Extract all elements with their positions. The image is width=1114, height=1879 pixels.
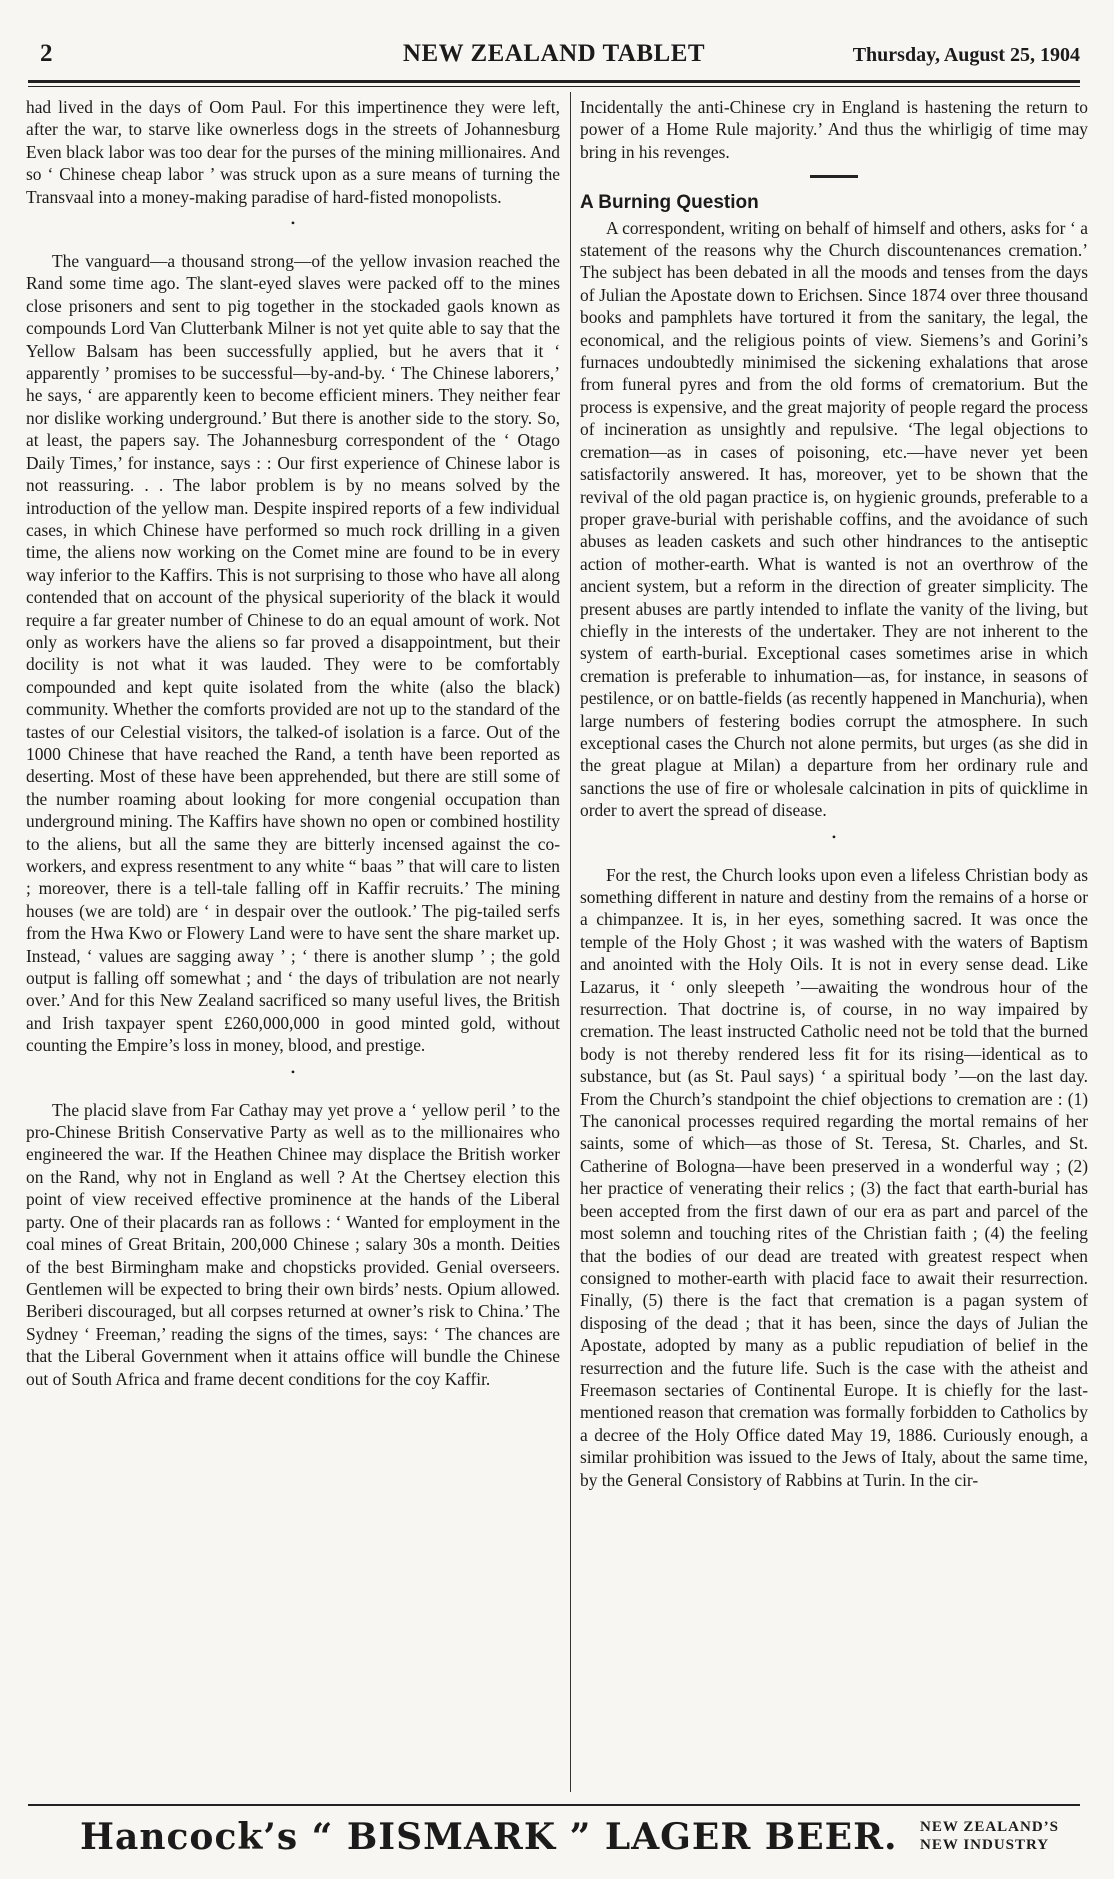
article-paragraph: The vanguard—a thousand strong—of the yellow invasion reached the Rand some time ago. The slant-eyed slaves were packed off to the mines close prisoners and sent to pig together in the stockaded gaols known as compounds Lord Van Clutterbank Milner is not yet quite able to say that the Yellow Balsam has been successfully applied, but he avers that it ‘ apparently ’ promises to be successful—by-and-by. ‘ The Chinese laborers,’ he says, ‘ are apparently keen to become efficient miners. They neither fear nor dislike working underground.’ But there is another side to the story. So, at least, the papers say. The Johannesburg correspondent of the ‘ Otago Daily Times,’ for instance, says : : Our first experience of Chinese labor is not reassuring. . . The labor problem is by no means solved by the introduction of the yellow man. Despite inspired reports of a few individual cases, in which Chinese have performed so much rock drilling in a given time, the aliens now working on the Comet mine are found to be in every way inferior to the Kaffirs. This is not surprising to those who have all along contended that on account of the physical superiority of the black it would require a far greater number of Chinese to do an equal amount of work. Not only as workers have the aliens so far proved a disappointment, but their docility is not what it was lauded. They were to be comfortably compounded and kept quite isolated from the white (also the black) community. Whether the comforts provided are not up to the standard of the tastes of our Celestial visitors, the talked-of isolation is a farce. Out of the 1000 Chinese that have reached the Rand, a tenth have been reported as deserting. Most of these have been apprehended, but there are still some of the number roaming about looking for more congenial occupation than underground mining. The Kaffirs have shown no open or combined hostility to the aliens, but all the same they are bitterly incensed against the co-workers, and express resentment to any white “ baas ” that will care to listen ; moreover, there is a tell-tale falling off in Kaffir recruits.’ The mining houses (we are told) are ‘ in despair over the outlook.’ The pig-tailed serfs from the Hwa Kwo or Flowery Land were to have sent the share market up. Instead, ‘ values are sagging away ’ ; ‘ there is another slump ’ ; the gold output is falling off somewhat ; and ‘ the days of tribulation are not nearly over.’ And for this New Zealand sacrificed so many useful lives, the British and Irish taxpayer spent £260,000,000 in good minted gold, without counting the Empire’s loss in money, blood, and prestige. xyxy=(26,251,560,1056)
issue-date: Thursday, August 25, 1904 xyxy=(852,44,1080,66)
section-separator-dash xyxy=(810,175,858,178)
article-paragraph: For the rest, the Church looks upon even a lifeless Christian body as something different in nature and destiny from the remains of a horse or a chimpanzee. It is, in her eyes, something sacred. It was once the temple of the Holy Ghost ; it was washed with the waters of Baptism and anointed with the Holy Oils. It is not in every sense dead. Like Lazarus, it ‘ only sleepeth ’—awaiting the wondrous hour of the resurrection. That doctrine is, of course, in no way impaired by cremation. The least instructed Catholic need not be told that the burned body is not thereby rendered less fit for its rising—identical as to substance, but (as St. Paul says) ‘ a spiritual body ’—on the last day. From the Church’s standpoint the chief objections to cremation are : (1) The canonical processes required regarding the mortal remains of her saints, some of which—as those of St. Teresa, St. Charles, and St. Catherine of Bologna—have been preserved in a wonderful way ; (2) her practice of venerating their relics ; (3) the fact that earth-burial has been accepted from the first dawn of our era as part and parcel of the most solemn and touching rites of the Christian faith ; (4) the feeling that the bodies of our dead are treated with greatest respect when consigned to mother-earth with placid face to await their resurrection. Finally, (5) there is the fact that cremation is a pagan system of disposing of the dead ; that it has been, since the days of Julian the Apostate, adopted by many as a public repudiation of belief in the resurrection and the future life. Such is the case with the atheist and Freemason sectaries of Continental Europe. It is chiefly for the last-mentioned reason that cremation was formally forbidden to Catholics by a decree of the Holy Office dated May 19, 1886. Curiously enough, a similar prohibition was issued to the Jews of Italy, about the same time, by the General Consistory of Rabbins at Turin. In the cir- xyxy=(580,864,1088,1490)
advertisement xyxy=(40,1812,1074,1872)
right-column xyxy=(580,96,1088,1798)
left-column xyxy=(26,96,560,1798)
footer-rule xyxy=(28,1804,1080,1806)
header-rule xyxy=(28,80,1080,83)
column-divider xyxy=(570,92,571,1792)
masthead xyxy=(28,40,1080,76)
advertisement-tagline-line1: NEW ZEALAND’S xyxy=(920,1819,1059,1835)
article-paragraph: had lived in the days of Oom Paul. For this impertinence they were left, after the war, to starve like ownerless dogs in the streets of Johannesburg Even black labor was too dear for the purses of the mining millionaires. And so ‘ Chinese cheap labor ’ was struck upon as a sure means of turning the Transvaal into a money-making paradise of hard-fisted monopolists. xyxy=(26,97,560,207)
paper-title: NEW ZEALAND TABLET xyxy=(402,40,706,67)
section-separator-star: • xyxy=(290,216,296,231)
header-rule-thin xyxy=(28,86,1080,87)
section-separator-star: • xyxy=(290,1064,296,1079)
section-heading: A Burning Question xyxy=(580,192,759,214)
article-paragraph: A correspondent, writing on behalf of himself and others, asks for ‘ a statement of the reasons why the Church discountenances cremation.’ The subject has been debated in all the moods and tenses from the days of Julian the Apostate down to Erichsen. Since 1874 over three thousand books and pamphlets have tortured it from the sanitary, the legal, the economical, and the religious points of view. Siemens’s and Gorini’s furnaces undoubtedly minimised the sickening exhalations that arose from funeral pyres and from the old forms of crematorium. But the process is expensive, and the great majority of people regard the process of incineration as unsightly and repulsive. ‘The legal objections to cremation—as in cases of poisoning, etc.—have never yet been satisfactorily answered. It has, moreover, yet to be shown that the revival of the old pagan practice is, on hygienic grounds, preferable to a proper grave-burial with perishable coffins, and the avoidance of such abuses as leaden caskets and such other hindrances to the antiseptic action of mother-earth. What is wanted is not an overthrow of the ancient system, but a reform in the direction of greater simplicity. The present abuses are partly intended to inflate the vanity of the living, but chiefly in the interests of the undertaker. They are not inherent to the system of earth-burial. Exceptional cases sometimes arise in which cremation is preferable to inhumation—as, for instance, in seasons of pestilence, or on battle-fields (as recently happened in Manchuria), when large numbers of festering bodies corrupt the atmosphere. In such exceptional cases the Church not alone permits, but urges (as she did in the great plague at Milan) a departure from her ordinary rule and sanctions the use of fire or wholesale calcination in pits of quicklime in order to avert the spread of disease. xyxy=(580,217,1088,821)
advertisement-headline: Hancock’s “ BISMARK ” LAGER BEER. xyxy=(80,1816,898,1858)
advertisement-tagline-line2: NEW INDUSTRY xyxy=(920,1837,1050,1853)
article-paragraph: The placid slave from Far Cathay may yet prove a ‘ yellow peril ’ to the pro-Chinese British Conservative Party as well as to the millionaires who engineered the war. If the Heathen Chinee may displace the British worker on the Rand, why not in England as well ? At the Chertsey election this point of view received effective prominence at the hands of the Liberal party. One of their placards ran as follows : ‘ Wanted for employment in the coal mines of Great Britain, 200,000 Chinese ; salary 30s a month. Deities of the best Birmingham make and chopsticks provided. Genial overseers. Gentlemen will be expected to bring their own birds’ nests. Opium allowed. Beriberi discouraged, but all corpses returned at owner’s risk to China.’ The Sydney ‘ Freeman,’ reading the signs of the times, says: ‘ The chances are that the Liberal Government when it attains office will bundle the Chinese out of South Africa and frame decent conditions for the coy Kaffir. xyxy=(26,1099,560,1389)
advertisement-tagline xyxy=(920,1818,1059,1854)
article-paragraph: Incidentally the anti-Chinese cry in England is hastening the return to power of a Home Rule majority.’ And thus the whirligig of time may bring in his revenges. xyxy=(580,97,1088,162)
page-number: 2 xyxy=(40,40,53,67)
section-separator-star: • xyxy=(831,829,837,844)
